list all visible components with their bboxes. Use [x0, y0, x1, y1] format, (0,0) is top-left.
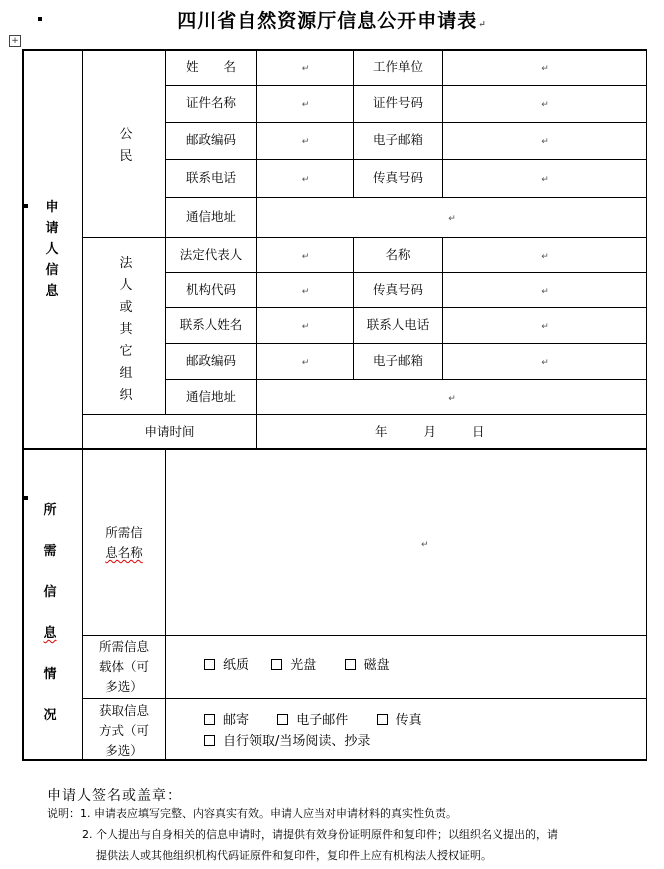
org-legal-rep-input[interactable]: ↵ — [301, 252, 310, 262]
signature-label: 申请人签名或盖章： — [47, 788, 182, 804]
org-address-input[interactable]: ↵ — [448, 394, 456, 404]
citizen-id-type-label: 证件名称 — [185, 95, 236, 110]
citizen-name-input[interactable]: ↵ — [301, 64, 310, 74]
page-title: 四川省自然资源厅信息公开申请表↵ — [177, 10, 487, 32]
org-postal-code-label: 邮政编码 — [185, 353, 236, 368]
section-bullet-2 — [24, 496, 28, 500]
org-legal-rep-label: 法定代表人 — [179, 247, 243, 262]
apply-time-label: 申请时间 — [144, 424, 195, 439]
citizen-work-unit-input[interactable]: ↵ — [541, 64, 549, 74]
delivery-label: 获取信息 方式（可 多选） — [98, 703, 149, 758]
org-email-label: 电子邮箱 — [372, 353, 423, 368]
delivery-option-fax[interactable]: 传真 — [377, 713, 422, 728]
citizen-work-unit-label: 工作单位 — [372, 59, 423, 74]
org-fax-input[interactable]: ↵ — [541, 287, 549, 297]
citizen-name-label: 姓 名 — [185, 59, 236, 74]
org-contact-phone-input[interactable]: ↵ — [541, 322, 549, 332]
info-name-label: 所需信 息名称 — [105, 525, 143, 560]
checkbox-icon — [277, 714, 288, 725]
delivery-option-email[interactable]: 电子邮件 — [277, 713, 348, 728]
org-code-input[interactable]: ↵ — [301, 287, 310, 297]
checkbox-icon — [204, 735, 215, 746]
delivery-option-mail[interactable]: 邮寄 — [204, 713, 249, 728]
org-contact-name-label: 联系人姓名 — [179, 317, 243, 332]
citizen-address-input[interactable]: ↵ — [448, 214, 456, 224]
org-fax-label: 传真号码 — [372, 282, 423, 297]
org-address-label: 通信地址 — [185, 389, 236, 404]
citizen-id-number-input[interactable]: ↵ — [541, 100, 549, 110]
org-name-input[interactable]: ↵ — [541, 252, 549, 262]
carrier-label: 所需信息 载体（可 多选） — [98, 639, 149, 694]
citizen-label: 公 民 — [119, 127, 133, 164]
notes-item-2-line-1: 2. 个人提出与自身相关的信息申请时，请提供有效身份证明原件和复印件；以组织名义提出的，请 — [82, 828, 558, 841]
carrier-options — [204, 658, 390, 674]
required-info-label: 所 需 信 息 情 况 — [43, 503, 57, 723]
checkbox-icon — [204, 659, 215, 670]
org-postal-code-input[interactable]: ↵ — [301, 358, 310, 368]
citizen-postal-code-input[interactable]: ↵ — [301, 137, 310, 147]
citizen-id-number-label: 证件号码 — [372, 95, 423, 110]
citizen-id-type-input[interactable]: ↵ — [301, 100, 310, 110]
delivery-option-pickup[interactable]: 自行领取/当场阅读、抄录 — [204, 734, 370, 749]
carrier-option-cd[interactable]: 光盘 — [271, 658, 316, 673]
checkbox-icon — [271, 659, 282, 670]
org-contact-phone-label: 联系人电话 — [366, 317, 430, 332]
org-email-input[interactable]: ↵ — [541, 358, 549, 368]
apply-time-input[interactable]: 年 月 日 — [375, 424, 485, 439]
citizen-phone-label: 联系电话 — [185, 170, 236, 185]
citizen-fax-input[interactable]: ↵ — [541, 175, 549, 185]
notes-item-2-line-2: 提供法人或其他组织机构代码证原件和复印件，复印件上应有机构法人授权证明。 — [96, 849, 492, 862]
notes-item-1: 说明：1. 申请表应填写完整、内容真实有效。申请人应当对申请材料的真实性负责。 — [47, 807, 457, 820]
org-name-label: 名称 — [385, 247, 411, 262]
checkbox-icon — [345, 659, 356, 670]
citizen-postal-code-label: 邮政编码 — [185, 132, 236, 147]
citizen-email-input[interactable]: ↵ — [541, 137, 549, 147]
carrier-option-paper[interactable]: 纸质 — [204, 658, 249, 673]
table-move-handle-icon[interactable]: + — [9, 35, 21, 47]
checkbox-icon — [204, 714, 215, 725]
org-code-label: 机构代码 — [185, 282, 236, 297]
applicant-info-label: 申 请 人 信 息 — [45, 200, 59, 299]
legal-person-label: 法 人 或 其 它 组 织 — [119, 256, 133, 403]
carrier-option-disk[interactable]: 磁盘 — [345, 658, 390, 673]
citizen-address-label: 通信地址 — [185, 209, 236, 224]
citizen-phone-input[interactable]: ↵ — [301, 175, 310, 185]
citizen-email-label: 电子邮箱 — [372, 132, 423, 147]
info-name-input[interactable]: ↵ — [421, 540, 429, 550]
org-contact-name-input[interactable]: ↵ — [301, 322, 310, 332]
section-bullet — [24, 204, 28, 208]
checkbox-icon — [377, 714, 388, 725]
page-title-text: 四川省自然资源厅信息公开申请表 — [177, 10, 478, 32]
citizen-fax-label: 传真号码 — [372, 170, 423, 185]
delivery-options — [204, 710, 422, 752]
